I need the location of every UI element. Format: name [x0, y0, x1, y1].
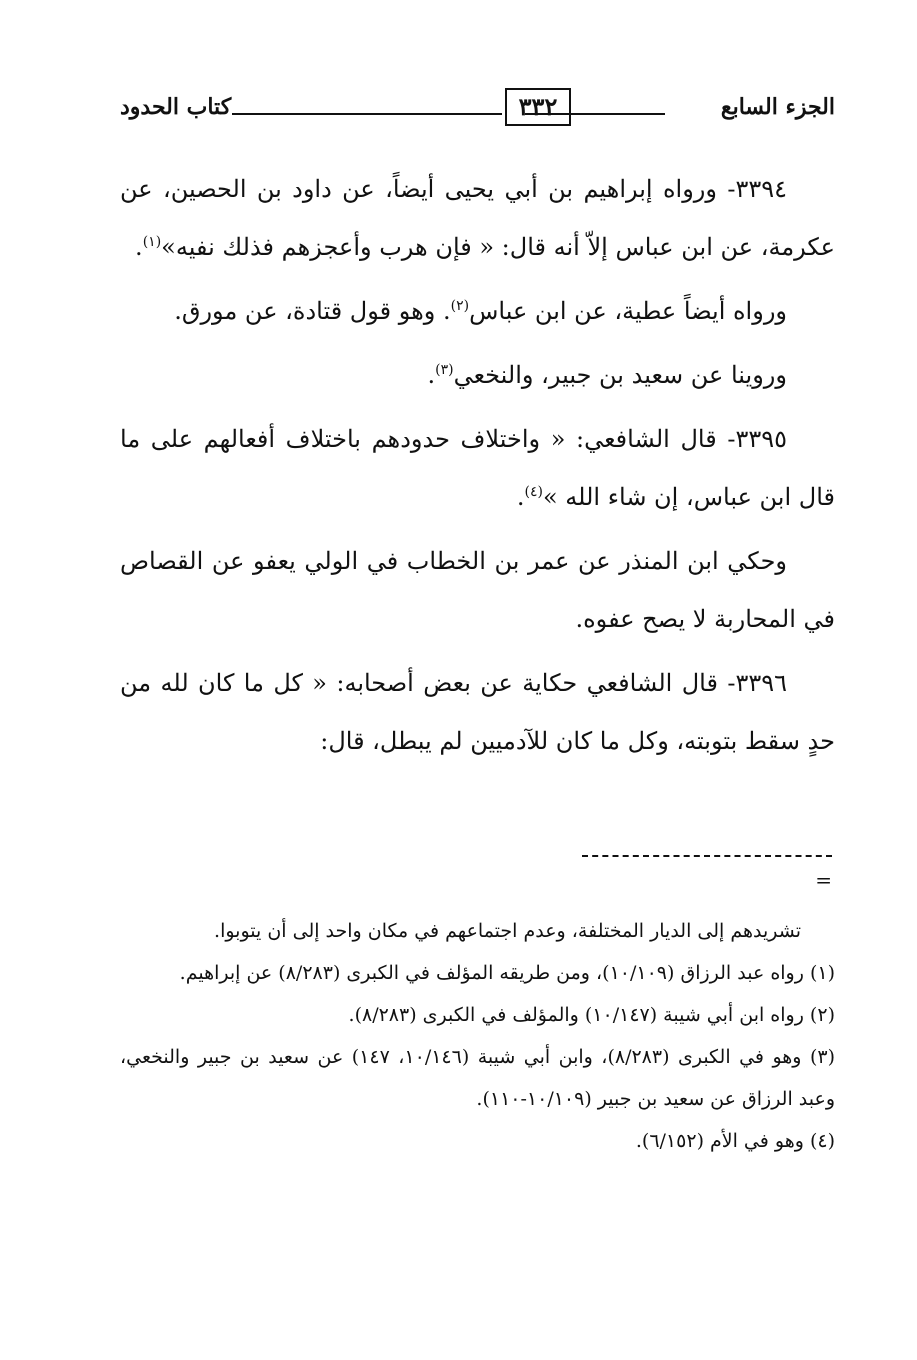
main-text: [120, 160, 835, 776]
paragraph-3395: ٣٣٩٥- قال الشافعي: « واختلاف حدودهم باختلاف أفعالهم على ما قال ابن عباس، إن شاء الله »$^{(٤)}$.: [120, 425, 835, 511]
book-title: كتاب الحدود: [120, 94, 232, 120]
paragraph-ibn-mundhir: وحكي ابن المنذر عن عمر بن الخطاب في الولي يعفو عن القصاص في المحاربة لا يصح عفوه.: [120, 547, 835, 633]
footnote-3: (٣) وهو في الكبرى (٨/٢٨٣)، وابن أبي شيبة (١٠/١٤٦، ١٤٧) عن سعيد بن جبير والنخعي، وعبد الرزاق عن سعيد بن جبير (١٠/١٠٩-١١٠).: [120, 1046, 836, 1110]
footnote-continuation: تشريدهم إلى الديار المختلفة، وعدم اجتماعهم في مكان واحد إلى أن يتوبوا.: [214, 920, 801, 942]
paragraph-3394: ٣٣٩٤- ورواه إبراهيم بن أبي يحيى أيضاً، عن داود بن الحصين، عن عكرمة، عن ابن عباس إلاّ أنه قال: « فإن هرب وأعجزهم فذلك نفيه»$^{(١)}$.: [120, 175, 835, 261]
volume-title: الجزء السابع: [720, 94, 835, 120]
paragraph-sa-id: وروينا عن سعيد بن جبير، والنخعي$^{(٣)}$.: [427, 361, 787, 389]
page-header: [120, 86, 835, 130]
footnote-ref-1: (١): [142, 234, 162, 250]
footnote-2: (٢) رواه ابن أبي شيبة (١٠/١٤٧) والمؤلف في الكبرى (٨/٢٨٣).: [348, 1004, 835, 1026]
footnote-ref-4: (٤): [524, 484, 543, 500]
paragraph-atiyya: ورواه أيضاً عطية، عن ابن عباس$^{(٢)}$. وهو قول قتادة، عن مورق.: [174, 297, 787, 325]
footnotes: [120, 910, 835, 1162]
page-number: ٣٣٢: [505, 88, 571, 126]
paragraph-3396: ٣٣٩٦- قال الشافعي حكاية عن بعض أصحابه: « كل ما كان لله من حدٍ سقط بتوبته، وكل ما كان للآدميين لم يبطل، قال:: [120, 669, 835, 755]
footnote-separator: [582, 855, 832, 857]
footnote-4: (٤) وهو في الأم (٦/١٥٢).: [635, 1130, 835, 1152]
footnote-ref-2: (٢): [450, 298, 470, 314]
footnote-1: (١) رواه عبد الرزاق (١٠/١٠٩)، ومن طريقه المؤلف في الكبرى (٨/٢٨٣) عن إبراهيم.: [179, 962, 835, 984]
header-rule-left: [232, 113, 502, 115]
footnote-ref-3: (٣): [435, 362, 454, 378]
continuation-mark: =: [815, 868, 832, 892]
